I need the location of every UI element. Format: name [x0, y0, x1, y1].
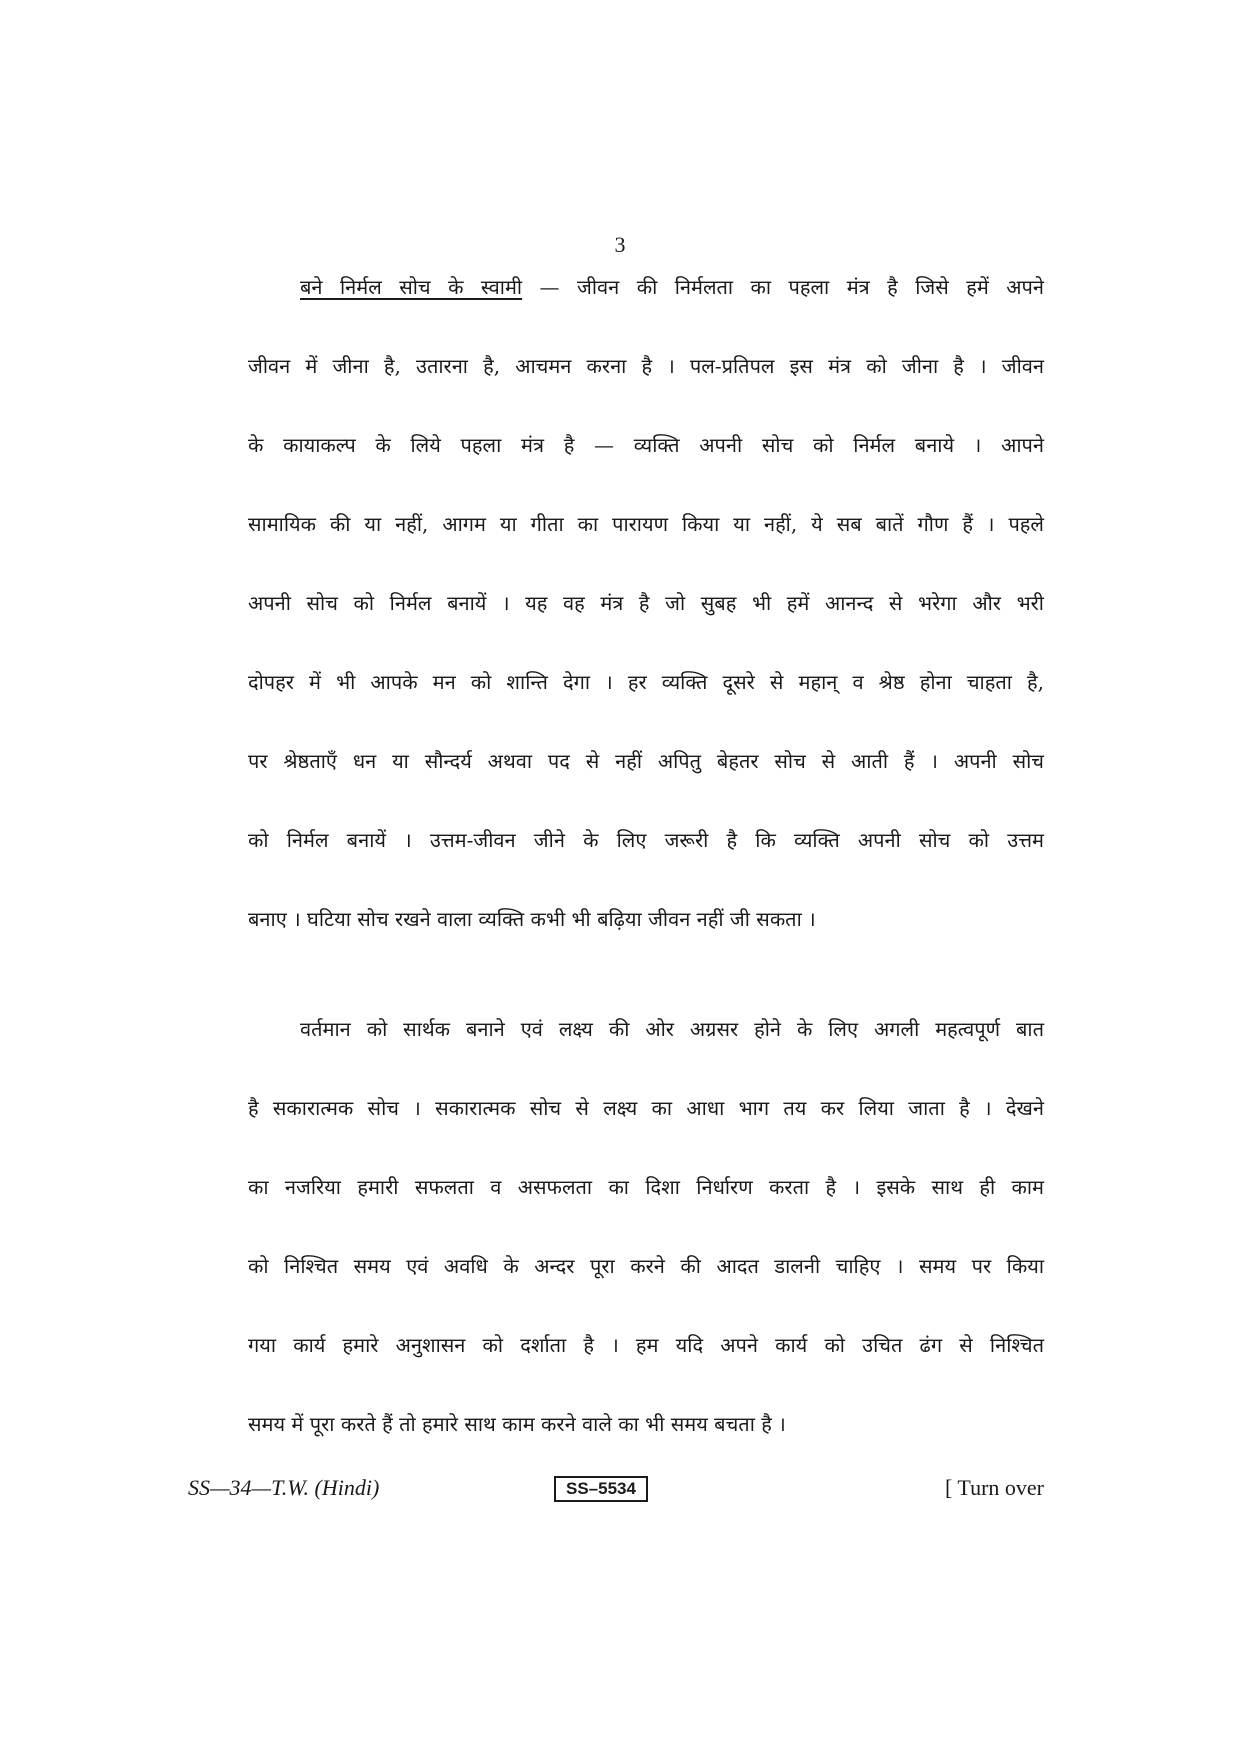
paragraph-line: गया कार्य हमारे अनुशासन को दर्शाता है । हम यदि अपने कार्य को उचित ढंग से निश्चित	[248, 1333, 1044, 1357]
paragraph-line: पर श्रेष्ठताएँ धन या सौन्दर्य अथवा पद से नहीं अपितु बेहतर सोच से आती हैं । अपनी सोच	[248, 749, 1044, 773]
paragraph-line: दोपहर में भी आपके मन को शान्ति देगा । हर व्यक्ति दूसरे से महान् व श्रेष्ठ होना चाहता है,	[248, 670, 1044, 694]
paragraph-1-line-1	[300, 267, 1044, 307]
paragraph-line: समय में पूरा करते हैं तो हमारे साथ काम करने वाले का भी समय बचता है ।	[248, 1412, 786, 1436]
paragraph-line: वर्तमान को सार्थक बनाने एवं लक्ष्य की ओर अग्रसर होने के लिए अगली महत्वपूर्ण बात	[300, 1017, 1044, 1041]
paragraph-line: का नजरिया हमारी सफलता व असफलता का दिशा निर्धारण करता है । इसके साथ ही काम	[248, 1175, 1044, 1199]
heading-continuation: — जीवन की निर्मलता का पहला मंत्र है जिसे हमें अपने	[522, 275, 1044, 299]
paragraph-line: सामायिक की या नहीं, आगम या गीता का पारायण किया या नहीं, ये सब बातें गौण हैं । पहले	[248, 512, 1044, 536]
turn-over-note: [ Turn over	[944, 1475, 1044, 1500]
paragraph-line: बनाए । घटिया सोच रखने वाला व्यक्ति कभी भी बढ़िया जीवन नहीं जी सकता ।	[248, 907, 816, 931]
paragraph-line: के कायाकल्प के लिये पहला मंत्र है — व्यक्ति अपनी सोच को निर्मल बनाये । आपने	[248, 433, 1044, 457]
page-number: 3	[614, 232, 626, 257]
paragraph-line: जीवन में जीना है, उतारना है, आचमन करना है । पल-प्रतिपल इस मंत्र को जीना है । जीवन	[248, 354, 1044, 378]
paper-code: SS—34—T.W. (Hindi)	[188, 1475, 380, 1500]
booklet-code-box: SS–5534	[554, 1476, 648, 1502]
paragraph-line: को निर्मल बनायें । उत्तम-जीवन जीने के लिए जरूरी है कि व्यक्ति अपनी सोच को उत्तम	[248, 828, 1044, 852]
paragraph-line: है सकारात्मक सोच । सकारात्मक सोच से लक्ष्य का आधा भाग तय कर लिया जाता है । देखने	[248, 1096, 1044, 1120]
paragraph-line: अपनी सोच को निर्मल बनायें । यह वह मंत्र है जो सुबह भी हमें आनन्द से भरेगा और भरी	[248, 591, 1044, 615]
section-heading: बने निर्मल सोच के स्वामी	[300, 275, 523, 299]
page-footer	[0, 1470, 1240, 1506]
paragraph-line: को निश्चित समय एवं अवधि के अन्दर पूरा करने की आदत डालनी चाहिए । समय पर किया	[248, 1254, 1044, 1278]
